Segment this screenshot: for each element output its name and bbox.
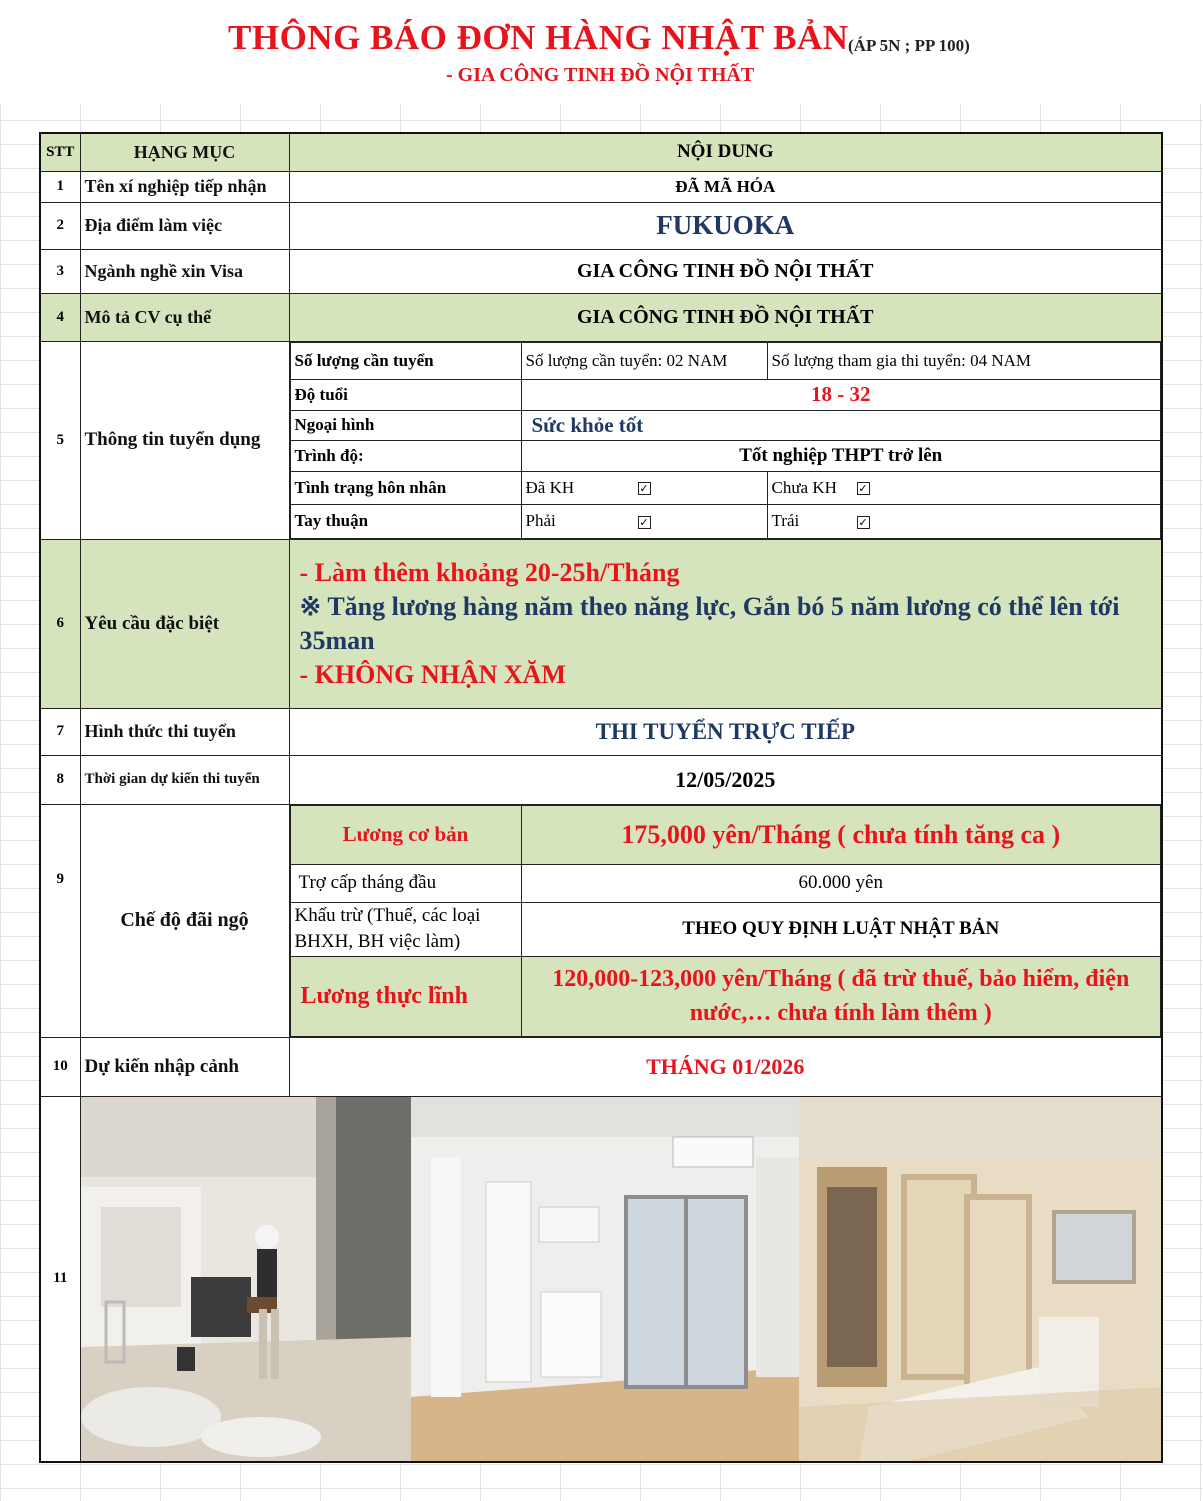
table-row	[40, 539, 1162, 708]
row-stt: 7	[40, 708, 80, 755]
title-note: (ÁP 5N ; PP 100)	[848, 36, 970, 55]
net-salary-label: Lương thực lĩnh	[290, 956, 521, 1036]
education-value: Tốt nghiệp THPT trở lên	[521, 440, 1161, 471]
row-label: Chế độ đãi ngộ	[80, 804, 289, 1037]
overtime-note: - Làm thêm khoảng 20-25h/Tháng	[299, 557, 680, 587]
row-label: Tên xí nghiệp tiếp nhận	[80, 171, 289, 202]
table-row	[40, 293, 1162, 341]
row-stt: 3	[40, 249, 80, 293]
row-label: Yêu cầu đặc biệt	[80, 539, 289, 708]
table-header-row	[40, 133, 1162, 171]
hand-option-left	[767, 504, 1161, 538]
row-label: Hình thức thi tuyển	[80, 708, 289, 755]
row-stt: 5	[40, 341, 80, 539]
job-desc-value: GIA CÔNG TINH ĐỒ NỘI THẤT	[289, 293, 1162, 341]
age-label: Độ tuổi	[290, 379, 521, 410]
deduction-value: THEO QUY ĐỊNH LUẬT NHẬT BẢN	[521, 902, 1161, 956]
quantity-exam: Số lượng tham gia thi tuyển: 04 NAM	[767, 342, 1161, 379]
single-label: Chưa KH	[771, 477, 837, 497]
row-label: Địa điểm làm việc	[80, 202, 289, 249]
visa-job-value: GIA CÔNG TINH ĐỒ NỘI THẤT	[289, 249, 1162, 293]
row-stt: 8	[40, 755, 80, 804]
header-item: HẠNG MỤC	[80, 133, 289, 171]
allowance-label: Trợ cấp tháng đầu	[290, 864, 521, 902]
row-label: Thời gian dự kiến thi tuyển	[80, 755, 289, 804]
apartment-kitchen-photo	[411, 1097, 799, 1461]
header-content: NỘI DUNG	[289, 133, 1162, 171]
married-label: Đã KH	[525, 477, 575, 497]
row-stt: 10	[40, 1037, 80, 1096]
table-row	[40, 1037, 1162, 1096]
photo-strip	[80, 1096, 1162, 1462]
row-label: Ngành nghề xin Visa	[80, 249, 289, 293]
marital-label: Tình trạng hôn nhân	[290, 471, 521, 504]
marital-option-married	[521, 471, 767, 504]
row-label: Mô tả CV cụ thể	[80, 293, 289, 341]
net-salary-value: 120,000-123,000 yên/Tháng ( đã trừ thuế, bảo hiểm, điện nước,… chưa tính làm thêm )	[521, 956, 1161, 1036]
row-stt: 11	[40, 1096, 80, 1462]
table-row	[40, 202, 1162, 249]
hand-option-right	[521, 504, 767, 538]
empty-room-photo	[799, 1097, 1162, 1461]
row-stt: 4	[40, 293, 80, 341]
appearance-value: Sức khỏe tốt	[521, 410, 1161, 440]
hand-label: Tay thuận	[290, 504, 521, 538]
married-checkbox[interactable]: ✓	[639, 482, 649, 496]
left-hand-checkbox[interactable]: ✓	[858, 515, 868, 529]
row-label: Thông tin tuyển dụng	[80, 341, 289, 539]
marital-option-single	[767, 471, 1161, 504]
location-value: FUKUOKA	[289, 202, 1162, 249]
company-value: ĐÃ MÃ HÓA	[289, 171, 1162, 202]
header	[0, 0, 1203, 104]
table-row	[40, 1096, 1162, 1462]
row-stt: 9	[40, 804, 80, 1037]
table-row	[40, 708, 1162, 755]
table-row	[40, 249, 1162, 293]
table-row	[40, 341, 1162, 539]
row-stt: 1	[40, 171, 80, 202]
raise-note: ※ Tăng lương hàng năm theo năng lực, Gắn bó 5 năm lương có thể lên tới 35man	[299, 591, 1120, 655]
exam-date-value: 12/05/2025	[289, 755, 1162, 804]
row-stt: 2	[40, 202, 80, 249]
base-salary-label: Lương cơ bản	[290, 805, 521, 864]
page-title: THÔNG BÁO ĐƠN HÀNG NHẬT BẢN	[228, 18, 849, 57]
table-row	[40, 755, 1162, 804]
right-hand-label: Phải	[525, 511, 556, 530]
allowance-value: 60.000 yên	[521, 864, 1161, 902]
entry-date-value: THÁNG 01/2026	[289, 1037, 1162, 1096]
left-hand-label: Trái	[771, 511, 800, 530]
page-subtitle: - GIA CÔNG TINH ĐỒ NỘI THẤT	[446, 64, 755, 86]
quantity-label: Số lượng cần tuyển	[290, 342, 521, 379]
exam-form-value: THI TUYỂN TRỰC TIẾP	[289, 708, 1162, 755]
base-salary-value: 175,000 yên/Tháng ( chưa tính tăng ca )	[521, 805, 1161, 864]
education-label: Trình độ:	[290, 440, 521, 471]
age-value: 18 - 32	[521, 379, 1161, 410]
special-requirements	[289, 539, 1162, 708]
tattoo-note: - KHÔNG NHẬN XĂM	[299, 659, 566, 689]
recruit-info	[289, 341, 1162, 539]
right-hand-checkbox[interactable]: ✓	[639, 515, 649, 529]
row-label: Dự kiến nhập cảnh	[80, 1037, 289, 1096]
header-stt: STT	[40, 133, 80, 171]
single-checkbox[interactable]: ✓	[858, 482, 868, 496]
compensation	[289, 804, 1162, 1037]
row-stt: 6	[40, 539, 80, 708]
deduction-label: Khấu trừ (Thuế, các loại BHXH, BH việc làm)	[290, 902, 521, 956]
table-row	[40, 171, 1162, 202]
quantity-need: Số lượng cần tuyển: 02 NAM	[521, 342, 767, 379]
table-row	[40, 804, 1162, 1037]
appearance-label: Ngoại hình	[290, 410, 521, 440]
renovation-worker-photo	[81, 1097, 411, 1461]
job-info-table	[39, 132, 1163, 1463]
